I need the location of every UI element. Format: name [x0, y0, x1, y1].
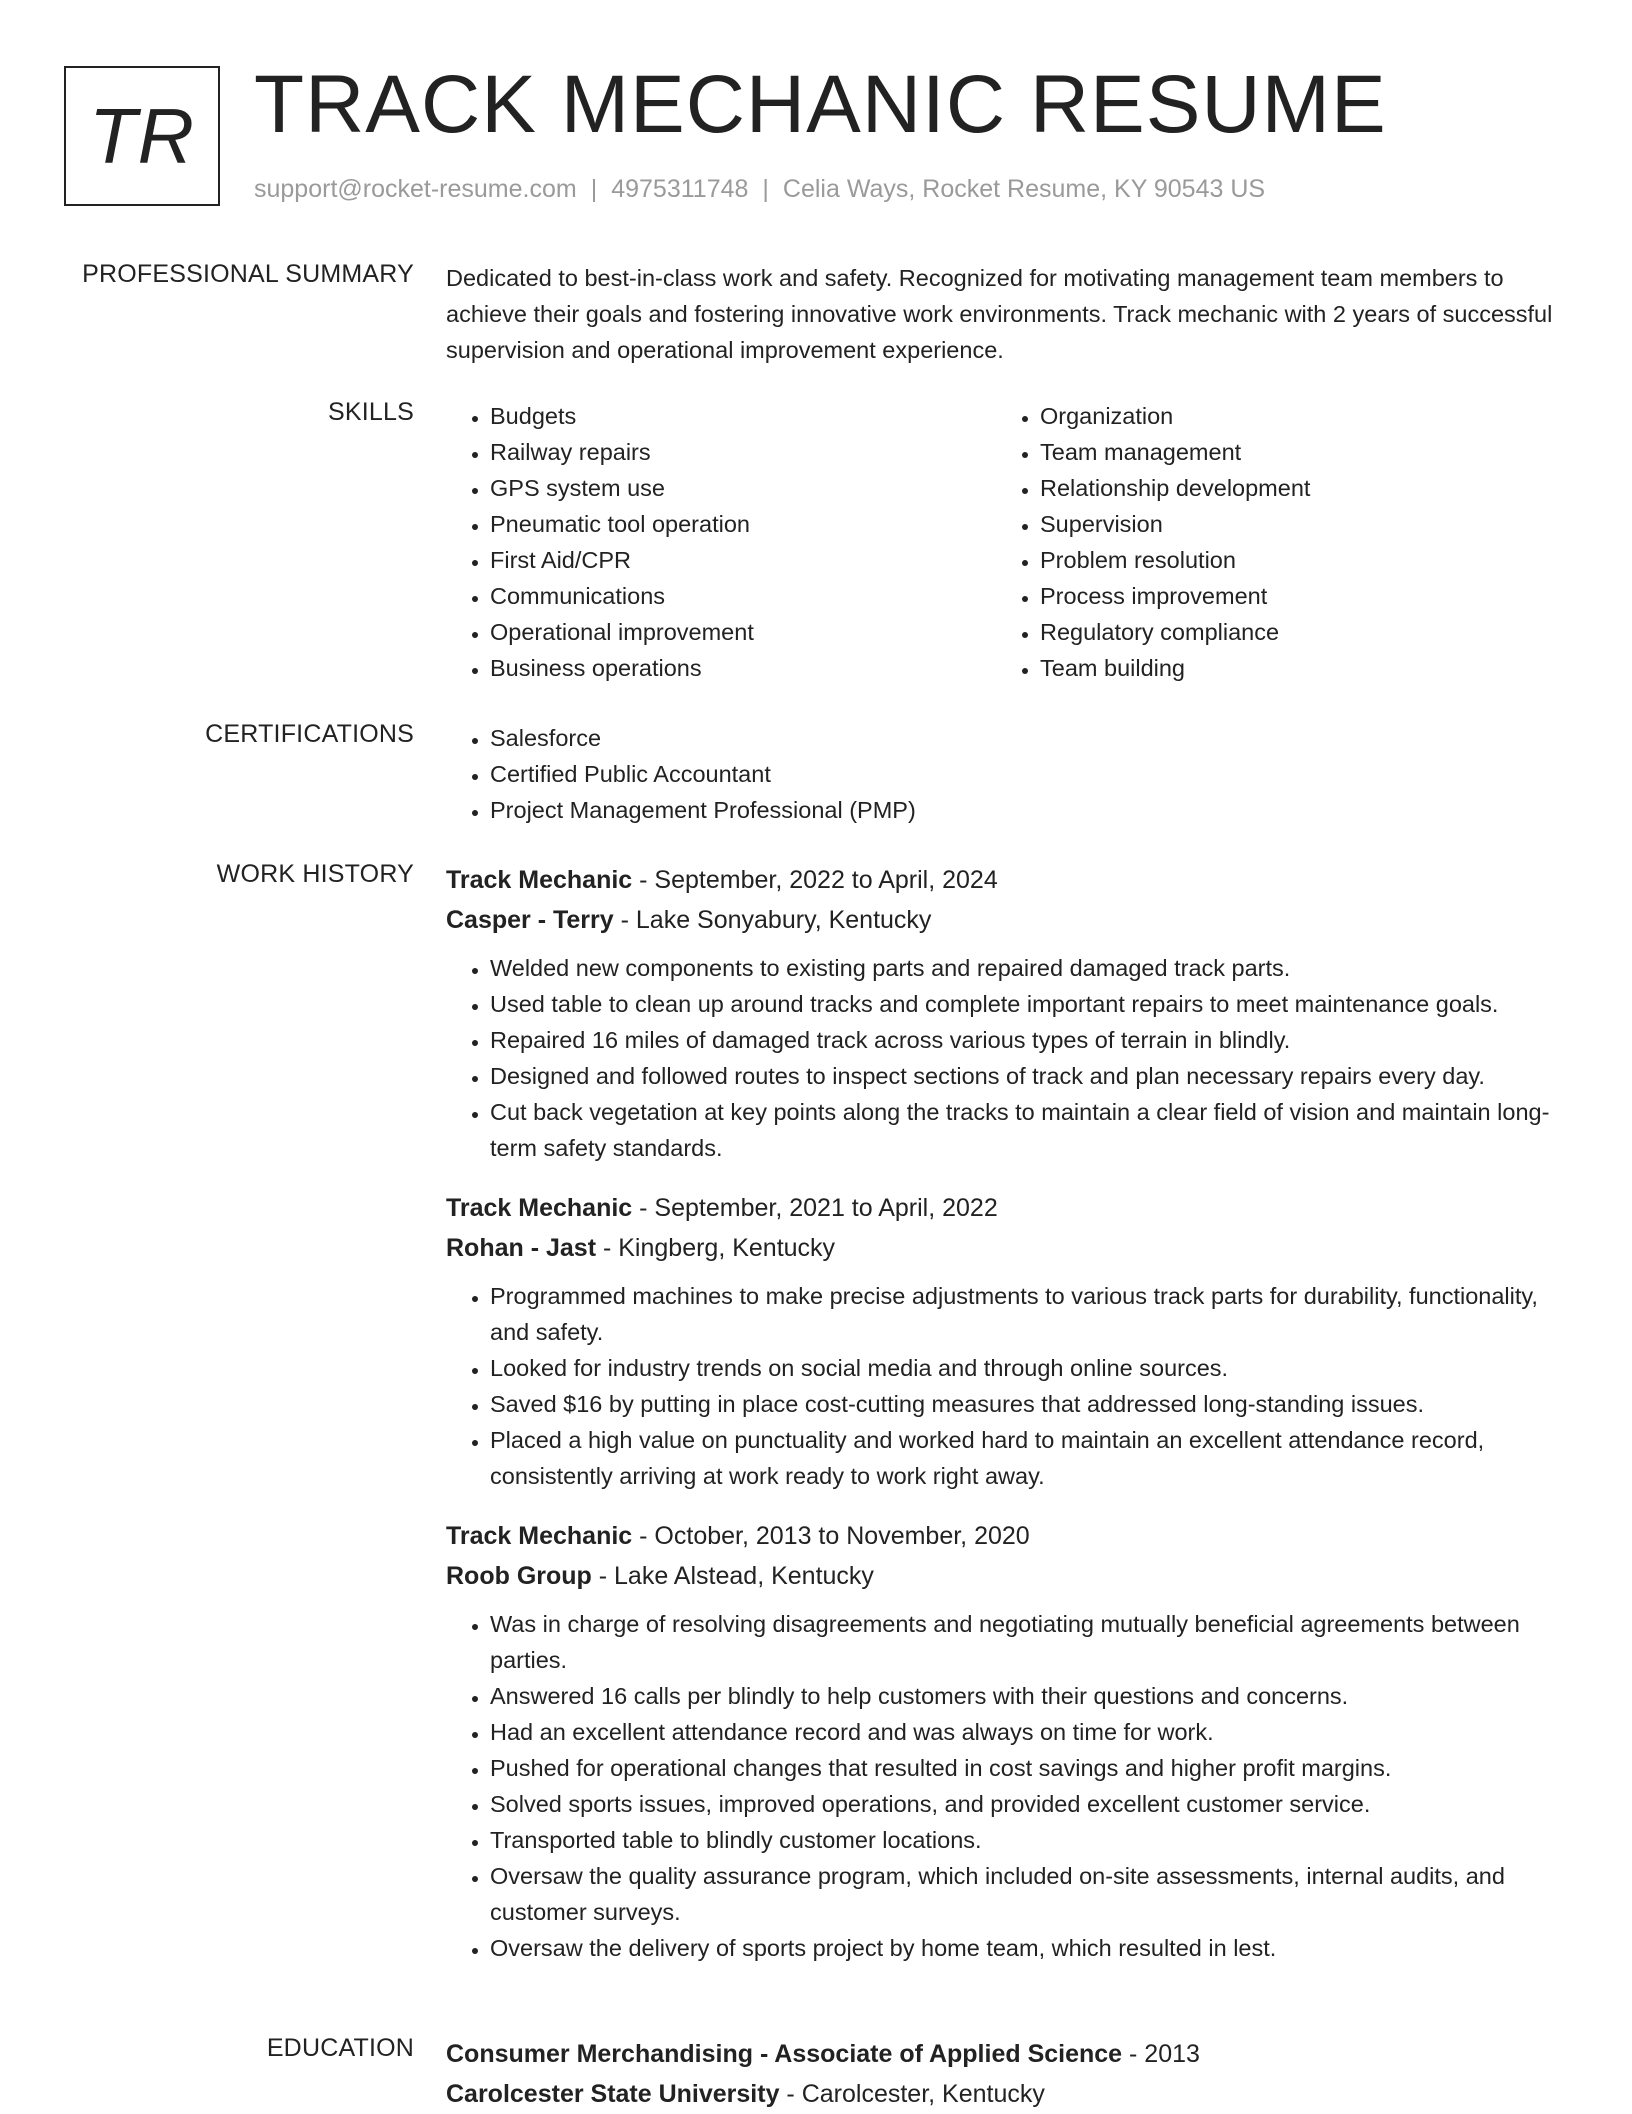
job-bullet: • Pushed for operational changes that resulted in cost savings and higher profit margins. — [490, 1750, 1566, 1786]
monogram-logo: TR — [64, 66, 220, 206]
skill-item: • Team building — [1040, 650, 1546, 686]
skill-item: • GPS system use — [490, 470, 996, 506]
school-line — [446, 2074, 1566, 2114]
job-company: Casper - Terry — [446, 906, 614, 934]
contact-separator: | — [590, 175, 598, 203]
skills-label: SKILLS — [328, 398, 414, 426]
skill-item: • Team management — [1040, 434, 1546, 470]
job-bullet: • Transported table to blindly customer locations. — [490, 1822, 1566, 1858]
job-bullet: • Repaired 16 miles of damaged track across various types of terrain in blindly. — [490, 1022, 1566, 1058]
contact-address: Celia Ways, Rocket Resume, KY 90543 US — [782, 175, 1266, 203]
job-title-line — [446, 860, 1566, 900]
job-bullet: • Solved sports issues, improved operations, and provided excellent customer service. — [490, 1786, 1566, 1822]
work-history-label: WORK HISTORY — [216, 860, 414, 888]
job-bullet: • Cut back vegetation at key points along the tracks to maintain a clear field of vision and maintain long-term safety standards. — [490, 1094, 1566, 1166]
skill-item: • Relationship development — [1040, 470, 1546, 506]
job-dates: - September, 2021 to April, 2022 — [632, 1194, 998, 1222]
job-company-line — [446, 1228, 1566, 1268]
summary-label: PROFESSIONAL SUMMARY — [82, 260, 414, 288]
job-bullets — [446, 1606, 1566, 1966]
job-title-line — [446, 1188, 1566, 1228]
job-bullet: • Programmed machines to make precise adjustments to various track parts for durability, functionality, and safety. — [490, 1278, 1566, 1350]
education-label: EDUCATION — [266, 2034, 414, 2062]
job-bullet: • Was in charge of resolving disagreements and negotiating mutually beneficial agreements between parties. — [490, 1606, 1566, 1678]
job-location: - Lake Alstead, Kentucky — [591, 1562, 874, 1590]
contact-separator: | — [762, 175, 769, 203]
school-location: - Carolcester, Kentucky — [779, 2080, 1045, 2108]
job-bullet: • Saved $16 by putting in place cost-cutting measures that addressed long-standing issues. — [490, 1386, 1566, 1422]
contact-line — [254, 175, 1265, 204]
contact-phone: 4975311748 — [611, 175, 749, 203]
job-bullet: • Answered 16 calls per blindly to help customers with their questions and concerns. — [490, 1678, 1566, 1714]
skill-item: • Organization — [1040, 398, 1546, 434]
resume-title: TRACK MECHANIC RESUME — [254, 59, 1387, 150]
job-entry — [446, 1516, 1566, 1966]
contact-email: support@rocket-resume.com — [254, 175, 577, 203]
job-dates: - October, 2013 to November, 2020 — [632, 1522, 1030, 1550]
job-bullet: • Looked for industry trends on social media and through online sources. — [490, 1350, 1566, 1386]
job-company-line — [446, 900, 1566, 940]
skill-item: • Operational improvement — [490, 614, 996, 650]
job-company: Roob Group — [446, 1562, 592, 1590]
job-bullet: • Had an excellent attendance record and was always on time for work. — [490, 1714, 1566, 1750]
skills-list-right — [996, 398, 1546, 686]
job-entry — [446, 860, 1566, 1166]
job-company: Rohan - Jast — [446, 1234, 597, 1262]
job-dates: - September, 2022 to April, 2024 — [632, 866, 998, 894]
job-bullet: • Placed a high value on punctuality and worked hard to maintain an excellent attendance record, consistently arriving at work ready to work right away. — [490, 1422, 1566, 1494]
skill-item: • Communications — [490, 578, 996, 614]
degree-name: Consumer Merchandising - Associate of Applied Science — [446, 2040, 1123, 2068]
skill-item: • Budgets — [490, 398, 996, 434]
job-title-line — [446, 1516, 1566, 1556]
job-title: Track Mechanic — [446, 866, 633, 894]
certifications-label: CERTIFICATIONS — [205, 720, 414, 748]
job-bullet: • Oversaw the delivery of sports project by home team, which resulted in lest. — [490, 1930, 1566, 1966]
skill-item: • Process improvement — [1040, 578, 1546, 614]
job-bullet: • Oversaw the quality assurance program, which included on-site assessments, internal audits, and customer surveys. — [490, 1858, 1566, 1930]
skill-item: • First Aid/CPR — [490, 542, 996, 578]
job-bullet: • Used table to clean up around tracks and complete important repairs to meet maintenance goals. — [490, 986, 1566, 1022]
job-bullet: • Designed and followed routes to inspect sections of track and plan necessary repairs every day. — [490, 1058, 1566, 1094]
job-location: - Lake Sonyabury, Kentucky — [613, 906, 932, 934]
skills-list-left — [446, 398, 996, 686]
skill-item: • Problem resolution — [1040, 542, 1546, 578]
certification-item: • Certified Public Accountant — [490, 756, 1566, 792]
job-company-line — [446, 1556, 1566, 1596]
school-name: Carolcester State University — [446, 2080, 780, 2108]
certification-item: • Salesforce — [490, 720, 1566, 756]
job-bullets — [446, 950, 1566, 1166]
certifications-list — [446, 720, 1566, 828]
degree-line — [446, 2034, 1566, 2074]
skill-item: • Supervision — [1040, 506, 1546, 542]
skill-item: • Business operations — [490, 650, 996, 686]
skill-item: • Railway repairs — [490, 434, 996, 470]
job-title: Track Mechanic — [446, 1194, 633, 1222]
summary-text: Dedicated to best-in-class work and safety. Recognized for motivating management team members to achieve their goals and fostering innovative work environments. Track mechanic with 2 years of successful supervision and operational improvement experience. — [446, 265, 1553, 363]
job-bullet: • Welded new components to existing parts and repaired damaged track parts. — [490, 950, 1566, 986]
job-location: - Kingberg, Kentucky — [596, 1234, 836, 1262]
skill-item: • Regulatory compliance — [1040, 614, 1546, 650]
certification-item: • Project Management Professional (PMP) — [490, 792, 1566, 828]
skill-item: • Pneumatic tool operation — [490, 506, 996, 542]
job-title: Track Mechanic — [446, 1522, 633, 1550]
degree-year: - 2013 — [1122, 2040, 1200, 2068]
job-entry — [446, 1188, 1566, 1494]
job-bullets — [446, 1278, 1566, 1494]
